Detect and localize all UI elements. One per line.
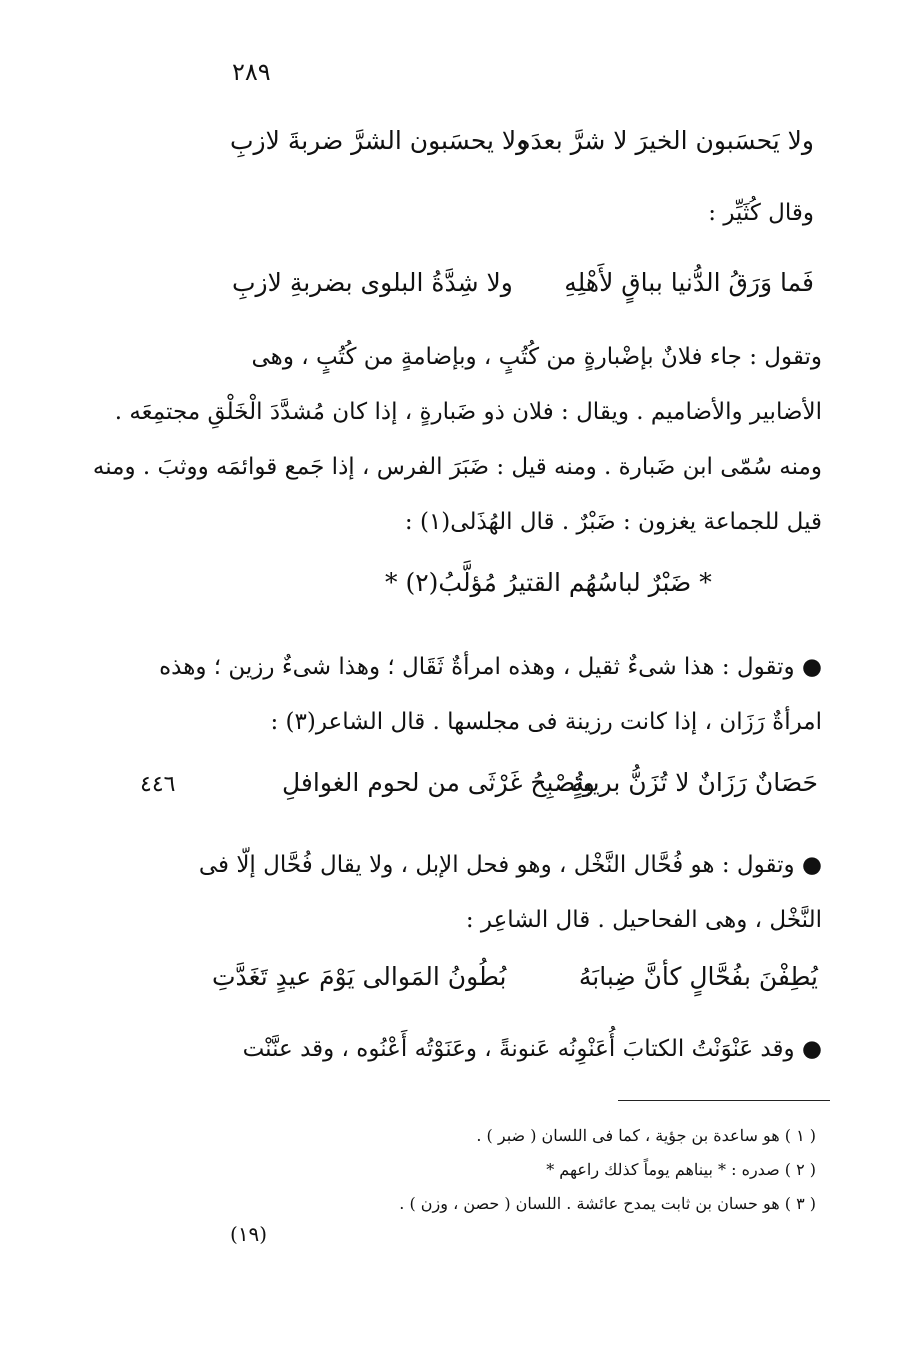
margin-reference-number: ٤٤٦ [140,772,176,797]
footnote: ( ٣ ) هو حسان بن ثابت يمدح عائشة . اللسان ( حصن ، وزن ) . [399,1194,816,1213]
paragraph-line: ومنه سُمّى ابن ضَبارة . ومنه قيل : ضَبَرَ الفرس ، إذا جَمع قوائمَه ووثبَ . ومنه [92,454,822,480]
paragraph-line: امرأةٌ رَزَان ، إذا كانت رزينة فى مجلسها . قال الشاعر(٣) : [270,709,822,735]
verse-second-hemistich: ولا شِدَّةُ البلوى بضربةِ لازبِ [232,268,513,297]
paragraph-line: وتقول : جاء فلانٌ بإضْبارةٍ من كُتُبٍ ، وبإضامةٍ من كُتُبٍ ، وهى [251,344,822,370]
verse-second-hemistich: وتُصْبِحُ غَرْثَى من لحوم الغوافلِ [282,768,595,797]
verse-second-hemistich: بُطُونُ المَوالى يَوْمَ عيدٍ تَغَدَّتِ [212,962,507,991]
footnote-divider [618,1100,830,1101]
poet-intro: وقال كُثَيِّر : [708,200,814,226]
verse-first-hemistich: فَما وَرَقُ الدُّنيا بباقٍ لأَهْلِهِ [564,268,814,297]
half-verse-quote: * ضَبْرٌ لباسُهُم القتيرُ مُؤلَّبُ(٢) * [385,568,712,597]
verse-first-hemistich: حَصَانٌ رَزَانٌ لا تُزَنُّ بريبةٍ [571,768,818,797]
paragraph-line: النَّخْل ، وهى الفحاحيل . قال الشاعِر : [465,907,822,933]
verse-second-hemistich: ولا يحسَبون الشرَّ ضربةَ لازبِ [230,126,529,155]
verse-line [0,768,922,808]
signature-mark: (١٩) [230,1222,268,1246]
paragraph-line: ● وتقول : هذا شىءٌ ثقيل ، وهذه امرأةٌ ثَقَال ؛ وهذا شىءٌ رزين ؛ وهذه [159,654,822,680]
paragraph [200,838,822,948]
verse-line [0,268,922,308]
verse-line [0,126,922,166]
paragraph-line: قيل للجماعة يغزون : ضَبْرٌ . قال الهُذَلى(١) : [404,509,822,535]
paragraph [200,1022,822,1077]
verse-first-hemistich: ولا يَحسَبون الخيرَ لا شرَّ بعدَه [517,126,814,155]
verse-line [0,962,922,1002]
page-number: ٢٨٩ [232,58,271,86]
paragraph-line: ● وتقول : هو فُحَّال النَّخْل ، وهو فحل الإبل ، ولا يقال فُحَّال إلّا فى [198,852,822,878]
paragraph [92,330,822,550]
footnote: ( ١ ) هو ساعدة بن جؤية ، كما فى اللسان ( ضبر ) . [476,1126,816,1145]
paragraph-line: ● وقد عَنْوَنْتُ الكتابَ أُعَنْوِنُه عَنونةً ، وعَنَوْتُه أَعْنُوه ، وقد عنَّنْت [242,1036,822,1062]
paragraph-line: الأضابير والأضاميم . ويقال : فلان ذو ضَبارةٍ ، إذا كان مُشدَّدَ الْخَلْقِ مجتمِعَه . [114,399,822,425]
verse-first-hemistich: يُطِفْنَ بفُحَّالٍ كأنَّ ضِبابَهُ [578,962,818,991]
footnote: ( ٢ ) صدره : * بيناهم يوماً كذلك راعهم * [546,1160,816,1179]
paragraph [159,640,822,750]
